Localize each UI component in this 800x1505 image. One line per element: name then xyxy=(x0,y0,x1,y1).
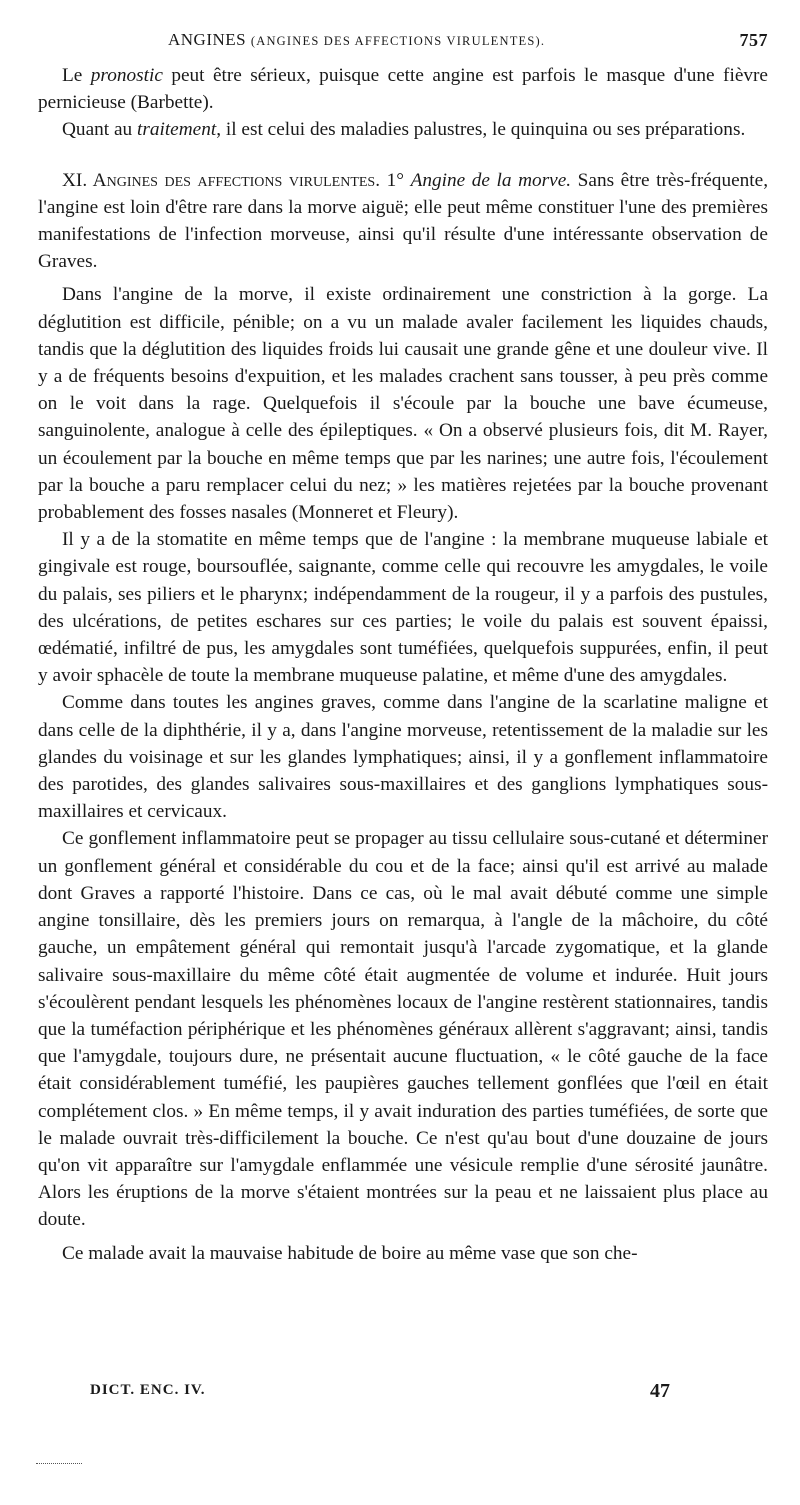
page-number: 757 xyxy=(739,30,768,50)
emphasis-traitement: traitement xyxy=(136,119,217,141)
body-text xyxy=(38,62,768,1267)
paragraph-pronostic xyxy=(38,62,768,116)
signature-mark: DICT. ENC. IV. xyxy=(90,1382,206,1398)
bottom-dotted-mark xyxy=(36,1463,82,1464)
page-footer xyxy=(90,1378,680,1408)
header-title xyxy=(168,30,545,50)
section-heading: XI. Angines des affections virulentes. xyxy=(62,169,381,191)
emphasis-pronostic: pronostic xyxy=(90,65,163,86)
subsection-title: Angine de la morve. xyxy=(410,169,572,191)
text-run: peut être sérieux, puisque cette angine est parfois le masque d'une fièvre pernicieuse (Barbette). xyxy=(38,65,768,114)
header-title-main: ANGINES xyxy=(168,30,247,49)
sheet-number: 47 xyxy=(650,1380,670,1402)
header-title-sub: (ANGINES DES AFFECTIONS VIRULENTES). xyxy=(250,34,546,48)
paragraph-section-xi xyxy=(38,167,768,276)
paragraph-constriction: Dans l'angine de la morve, il existe ordinairement une constriction à la gorge. La déglutition est difficile, pénible; on a vu un malade avaler facilement les liquides chauds, tandis que la déglutition des liquides froids lui causait une grande gêne et une douleur vive. Il y a de fréquents besoins d'expuition, et les malades crachent sans tousser, à peu près comme on le voit dans la rage. Quelquefois il s'écoule par la bouche une bave écumeuse, sanguinolente, analogue à celle des épileptiques. « On a observé plusieurs fois, dit M. Rayer, un écoulement par la bouche en même temps que par les narines; une autre fois, l'écoulement par la bouche a paru remplacer celui du nez; » les matières rejetées par la bouche provenant probablement des fosses nasales (Monneret et Fleury). xyxy=(38,284,768,524)
paragraph-traitement xyxy=(38,116,768,143)
text-run: Sans être très-fréquente, l'angine est loin d'être rare dans la morve aiguë; elle peut même constituer l'une des premières manifestations de l'infection morveuse, ainsi qu'il résulte d'une intéressante observation de Graves. xyxy=(38,169,769,273)
subsection-number: 1° xyxy=(386,169,411,191)
paragraph-gonflement: Ce gonflement inflammatoire peut se propager au tissu cellulaire sous-cutané et déterminer un gonflement général et considérable du cou et de la face; ainsi qu'il est arrivé au malade dont Graves a rapporté l'histoire. Dans ce cas, où le mal avait débuté comme une simple angine tonsillaire, dès les premiers jours on remarqua, à l'angle de la mâchoire, du côté gauche, un empâtement général qui remontait jusqu'à l'arcade zygomatique, et la glande salivaire sous-maxillaire du même côté était augmentée de volume et indurée. Huit jours s'écoulèrent pendant lesquels les phénomènes locaux de l'angine restèrent stationnaires, tandis que la tuméfaction périphérique et les phénomènes généraux allèrent s'aggravant; ainsi, tandis que l'amygdale, toujours dure, ne présentait aucune fluctuation, « le côté gauche de la face était considérablement tuméfié, les paupières gauches tellement gonflées que l'œil en était complétement clos. » En même temps, il y avait induration des parties tuméfiées, de sorte que le malade ouvrait très-difficilement la bouche. Ce n'est qu'au bout d'une douzaine de jours qu'on vit apparaître sur l'amygdale enflammée une vésicule remplie d'une sérosité jaunâtre. Alors les éruptions de la morve s'étaient montrées sur la peau et ne laissaient plus place au doute. xyxy=(38,828,768,1231)
text-run: Le xyxy=(62,65,91,86)
running-header xyxy=(40,30,768,60)
paragraph-malade: Ce malade avait la mauvaise habitude de boire au même vase que son che- xyxy=(62,1242,638,1264)
paragraph-stomatite: Il y a de la stomatite en même temps que de l'angine : la membrane muqueuse labiale et gingivale est rouge, boursouflée, saignante, comme celle qui recouvre les amygdales, le voile du palais, ses piliers et le pharynx; indépendamment de la rougeur, il y a parfois des pustules, des ulcérations, de petites eschares sur ces parties; le voile du palais est souvent épaissi, œdématié, infiltré de pus, les amygdales sont tuméfiées, quelquefois suppurées, enfin, il peut y avoir sphacèle de toute la membrane muqueuse palatine, et même d'une des amygdales. xyxy=(38,529,768,687)
text-run: , il est celui des maladies palustres, le quinquina ou ses préparations. xyxy=(216,119,746,141)
text-run: Quant au xyxy=(62,119,137,141)
paragraph-angines-graves: Comme dans toutes les angines graves, comme dans l'angine de la scarlatine maligne et dans celle de la diphthérie, il y a, dans l'angine morveuse, retentissement de la maladie sur les glandes du voisinage et sur les glandes lymphatiques; ainsi, il y a gonflement inflammatoire des parotides, des glandes salivaires sous-maxillaires et des ganglions lymphatiques sous-maxillaires et cervicaux. xyxy=(38,692,768,823)
